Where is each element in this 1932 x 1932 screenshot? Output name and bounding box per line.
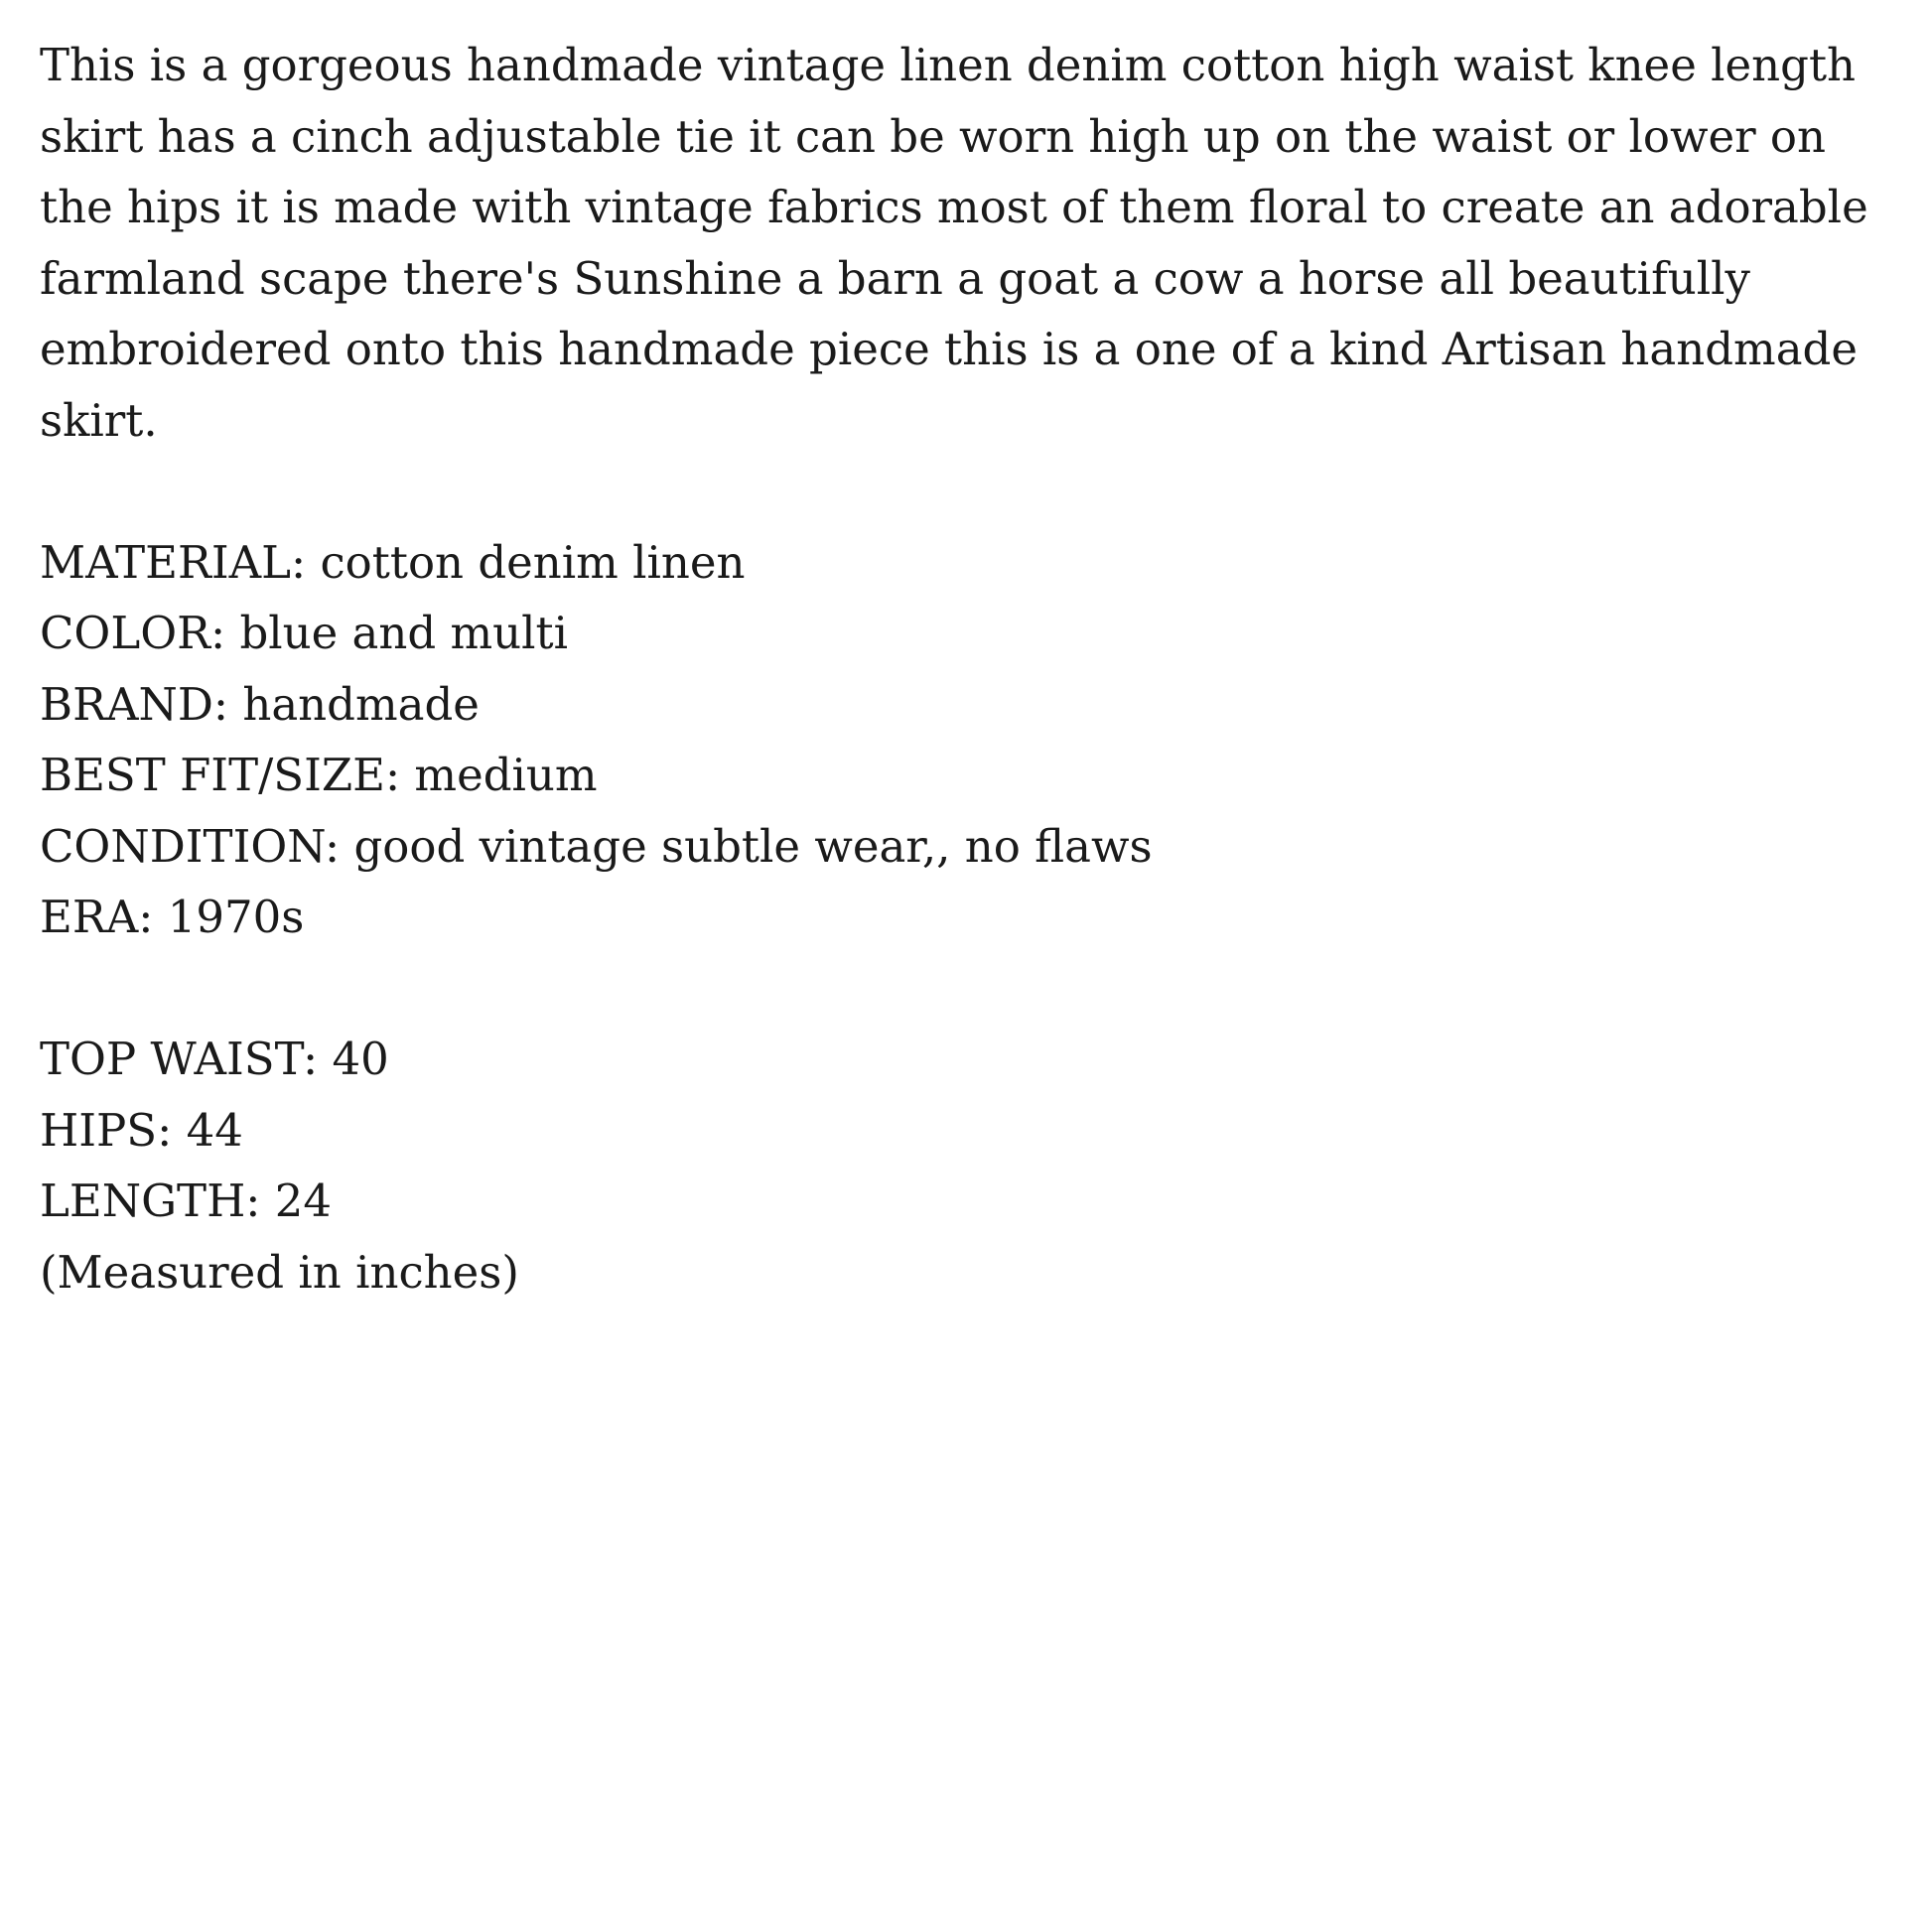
measurement-unit-note: (Measured in inches) bbox=[40, 1245, 519, 1299]
measurement-hips: HIPS: 44 bbox=[40, 1103, 243, 1157]
spec-size: BEST FIT/SIZE: medium bbox=[40, 749, 598, 801]
spec-condition: CONDITION: good vintage subtle wear,, no flaws bbox=[40, 819, 1153, 873]
spec-color: COLOR: blue and multi bbox=[40, 607, 569, 659]
spec-brand: BRAND: handmade bbox=[40, 677, 480, 731]
measurement-length: LENGTH: 24 bbox=[40, 1174, 333, 1227]
measurements-list bbox=[40, 1024, 1906, 1308]
specs-list bbox=[40, 527, 1906, 953]
spacer bbox=[40, 456, 1906, 527]
spec-material: MATERIAL: cotton denim linen bbox=[40, 535, 746, 589]
description-paragraph: This is a gorgeous handmade vintage linen denim cotton high waist knee length skirt has a cinch adjustable tie it can be worn high up on the waist or lower on the hips it is made with vintage fabrics most of them floral to create an adorable farmland scape there's Sunshine a barn a goat a cow a horse all beautifully embroidered onto this handmade piece this is a one of a kind Artisan handmade skirt. bbox=[40, 39, 1868, 447]
spacer bbox=[40, 953, 1906, 1025]
listing-description bbox=[40, 30, 1906, 1308]
measurement-top-waist: TOP WAIST: 40 bbox=[40, 1033, 389, 1085]
spec-era: ERA: 1970s bbox=[40, 891, 305, 943]
